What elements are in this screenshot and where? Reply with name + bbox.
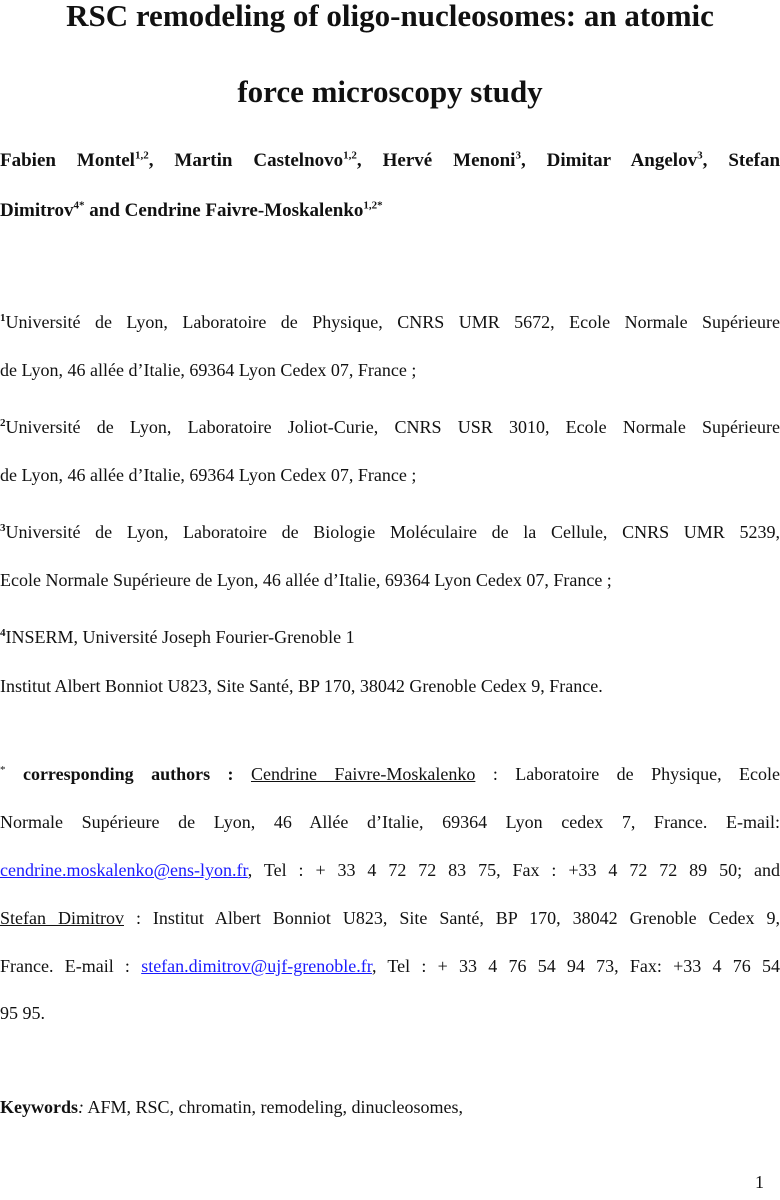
author-name: Cendrine Faivre-Moskalenko — [124, 200, 364, 221]
corresponding-line-2: Normale Supérieure de Lyon, 46 Allée d’Italie, 69364 Lyon cedex 7, France. E-mail: — [0, 812, 780, 832]
corresponding-line-6: 95 95. — [0, 1003, 45, 1023]
author-name: Fabien Montel — [0, 150, 135, 171]
author-line-1: Fabien Montel$^{1,2}$, Martin Castelnovo$^{1,2}$, Hervé Menoni$^3$, Dimitar Angelov$^3$, Stefan — [0, 149, 780, 171]
paper-title-line-1: RSC remodeling of oligo-nucleosomes: an atomic — [66, 0, 714, 33]
corresponding-label: corresponding authors : — [22, 764, 234, 784]
affiliation-4-line-2: Institut Albert Bonniot U823, Site Santé, BP 170, 38042 Grenoble Cedex 9, France. — [0, 676, 603, 696]
affiliation-2-line-1: $^2$Université de Lyon, Laboratoire Joliot-Curie, CNRS USR 3010, Ecole Normale Supérieure — [0, 417, 780, 437]
affiliation-3-line-1: $^3$Université de Lyon, Laboratoire de Biologie Moléculaire de la Cellule, CNRS UMR 5239, — [0, 522, 780, 542]
author-line-2: Dimitrov$^{4*}$ and Cendrine Faivre-Moskalenko$^{1,2*}$ — [0, 199, 383, 221]
email-link-2[interactable]: stefan.dimitrov@ujf-grenoble.fr — [141, 956, 372, 976]
affiliation-1-line-2: de Lyon, 46 allée d’Italie, 69364 Lyon Cedex 07, France ; — [0, 360, 417, 380]
author-name: Dimitar Angelov — [546, 150, 698, 171]
corresponding-line-4: Stefan Dimitrov : Institut Albert Bonniot U823, Site Santé, BP 170, 38042 Grenoble Cedex 9, — [0, 908, 780, 928]
author-name: Stefan — [728, 150, 780, 171]
corresponding-line-1: * corresponding authors : Cendrine Faivre-Moskalenko : Laboratoire de Physique, Ecole — [0, 764, 780, 784]
affiliation-3-line-2: Ecole Normale Supérieure de Lyon, 46 allée d’Italie, 69364 Lyon Cedex 07, France ; — [0, 570, 612, 590]
author-affiliation-sup: 1,2* — [363, 199, 383, 212]
corresponding-author-1: Cendrine Faivre-Moskalenko — [250, 764, 476, 784]
paper-title-line-2: force microscopy study — [237, 74, 543, 109]
author-affiliation-sup: 3 — [697, 149, 703, 162]
affiliation-number: 4 — [0, 627, 6, 639]
affiliation-1-line-1: $^1$Université de Lyon, Laboratoire de Physique, CNRS UMR 5672, Ecole Normale Supérieure — [0, 312, 780, 332]
corresponding-author-2: Stefan Dimitrov — [0, 908, 124, 928]
affiliation-4-line-1: $^4$INSERM, Université Joseph Fourier-Grenoble 1 — [0, 627, 355, 647]
asterisk-marker: * — [0, 764, 6, 776]
page-number: 1 — [755, 1172, 764, 1192]
email-link-1[interactable]: cendrine.moskalenko@ens-lyon.fr — [0, 860, 248, 880]
author-name: Hervé Menoni — [382, 150, 516, 171]
corresponding-line-3: cendrine.moskalenko@ens-lyon.fr, Tel : + 33 4 72 72 83 75, Fax : +33 4 72 72 89 50; and — [0, 860, 780, 880]
keywords-list: AFM, RSC, chromatin, remodeling, dinucleosomes, — [84, 1097, 463, 1117]
corresponding-line-5: France. E-mail : stefan.dimitrov@ujf-grenoble.fr, Tel : + 33 4 76 54 94 73, Fax: +33 4 76 54 — [0, 956, 780, 976]
keywords-label: Keywords — [0, 1097, 78, 1117]
author-affiliation-sup: 4* — [73, 199, 85, 212]
author-affiliation-sup: 1,2 — [343, 149, 357, 162]
author-name: Martin Castelnovo — [174, 150, 344, 171]
author-affiliation-sup: 1,2 — [134, 149, 149, 162]
author-affiliation-sup: 3 — [515, 149, 521, 162]
affiliation-number: 1 — [0, 312, 6, 324]
affiliation-2-line-2: de Lyon, 46 allée d’Italie, 69364 Lyon Cedex 07, France ; — [0, 465, 417, 485]
author-name: Dimitrov — [0, 200, 74, 221]
affiliation-number: 2 — [0, 417, 6, 429]
keywords-line: Keywords: AFM, RSC, chromatin, remodeling, dinucleosomes, — [0, 1097, 463, 1117]
affiliation-number: 3 — [0, 522, 6, 534]
